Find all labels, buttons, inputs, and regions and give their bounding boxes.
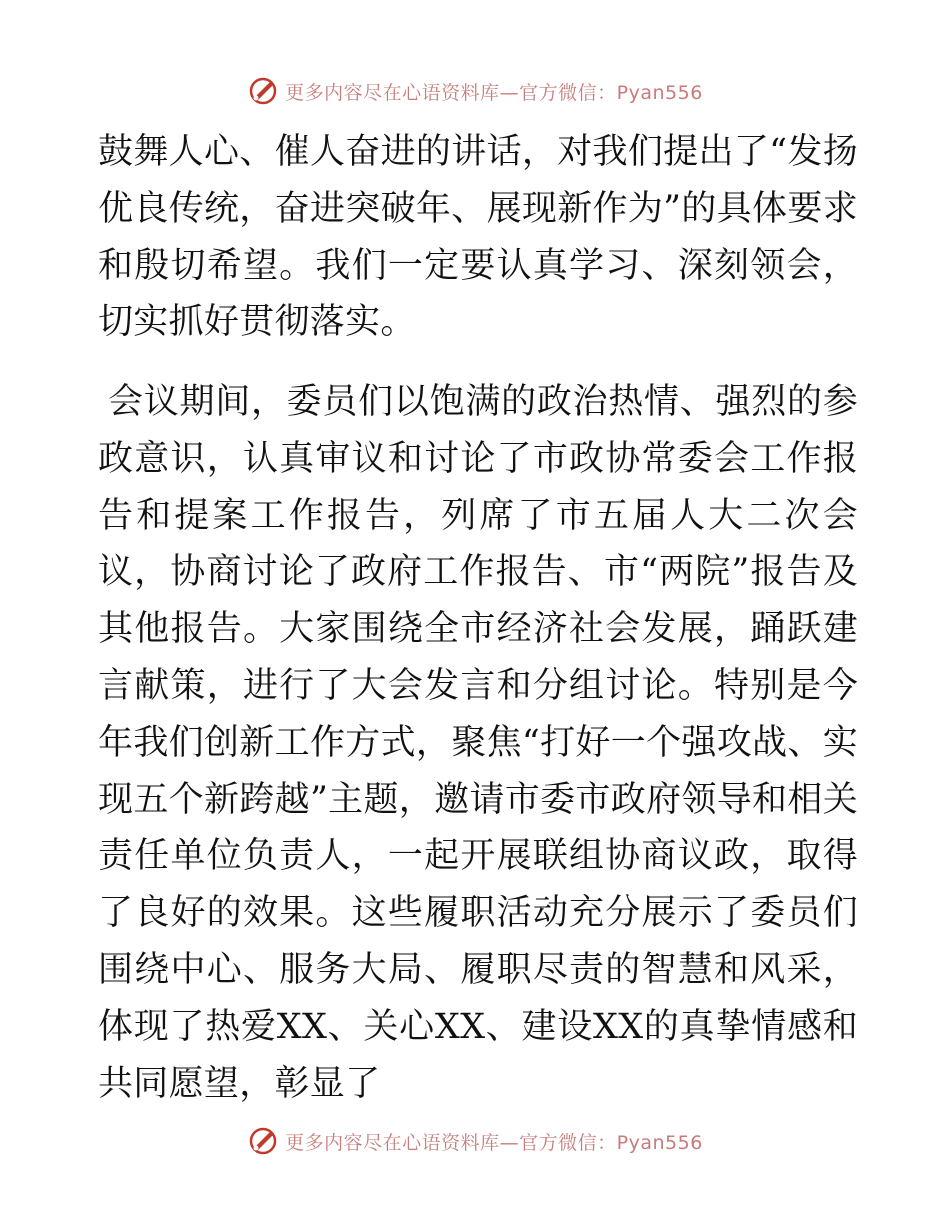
paragraph-2: 会议期间，委员们以饱满的政治热情、强烈的参政意识，认真审议和讨论了市政协常委会工作报告和提案工作报告，列席了市五届人大二次会议，协商讨论了政府工作报告、市“两院”报告及其他报告。大家围绕全市经济社会发展，踊跃建言献策，进行了大会发言和分组讨论。特别是今年我们创新工作方式，聚焦“打好一个强攻战、实现五个新跨越”主题，邀请市委市政府领导和相关责任单位负责人，一起开展联组协商议政，取得了良好的效果。这些履职活动充分展示了委员们围绕中心、服务大局、履职尽责的智慧和风采，体现了热爱XX、关心XX、建设XX的真挚情感和共同愿望，彰显了 bbox=[98, 382, 858, 1104]
quill-circle-logo-icon bbox=[247, 75, 279, 107]
paragraph-1: 鼓舞人心、催人奋进的讲话，对我们提出了“发扬优良传统，奋进突破年、展现新作为”的具体要求和殷切希望。我们一定要认真学习、深刻领会，切实抓好贯彻落实。 bbox=[98, 132, 858, 343]
document-body bbox=[98, 124, 858, 1112]
header-watermark-text: 更多内容尽在心语资料库—官方微信：Pyan556 bbox=[285, 81, 703, 104]
footer-watermark-text: 更多内容尽在心语资料库—官方微信：Pyan556 bbox=[285, 1131, 703, 1154]
quill-circle-logo-icon bbox=[247, 1125, 279, 1157]
header-watermark-banner bbox=[0, 74, 950, 108]
footer-watermark-banner bbox=[0, 1124, 950, 1158]
